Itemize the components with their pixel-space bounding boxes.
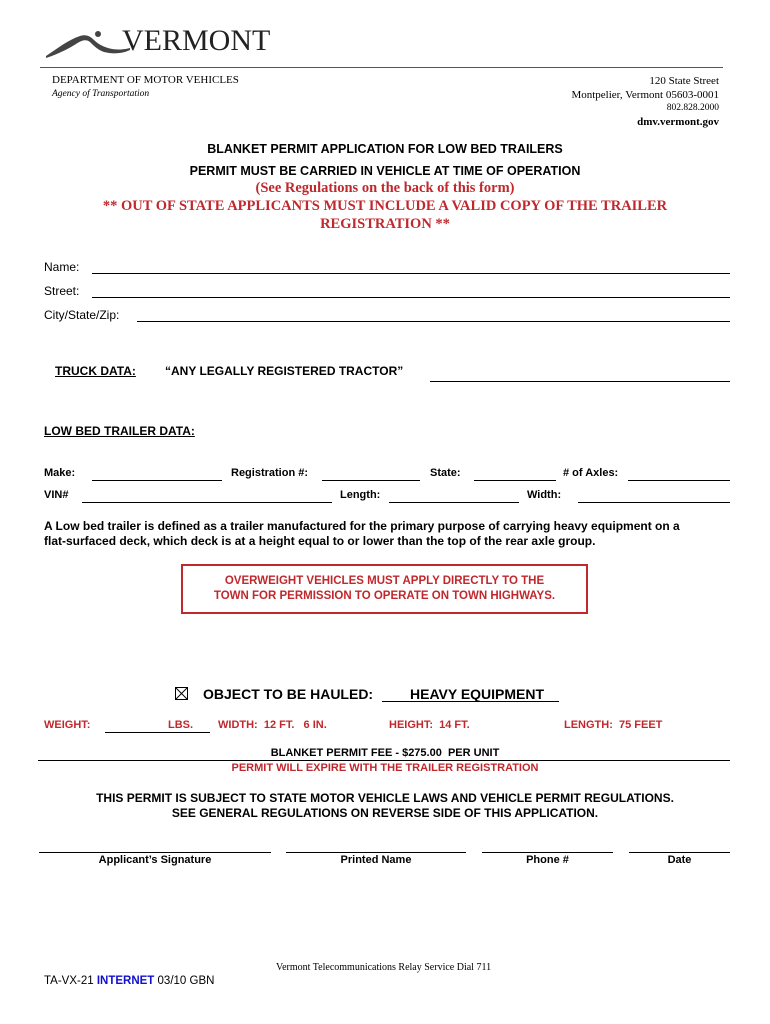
form-title: BLANKET PERMIT APPLICATION FOR LOW BED TRAILERS: [207, 142, 563, 156]
date-line[interactable]: [629, 852, 730, 853]
width-label: Width:: [527, 489, 562, 501]
overweight-notice-1: OVERWEIGHT VEHICLES MUST APPLY DIRECTLY TO THE: [224, 575, 545, 587]
truck-data-value: “ANY LEGALLY REGISTERED TRACTOR”: [165, 364, 404, 378]
form-revision: 03/10 GBN: [154, 975, 215, 987]
weight-label: WEIGHT:: [44, 719, 91, 731]
length-value: LENGTH: 75 FEET: [564, 719, 663, 731]
vermont-logo: [44, 24, 271, 60]
width-field[interactable]: [578, 502, 730, 503]
axles-label: # of Axles:: [563, 467, 619, 479]
street-field[interactable]: [92, 297, 730, 298]
date-label: Date: [667, 854, 692, 866]
overweight-notice-2: TOWN FOR PERMISSION TO OPERATE ON TOWN HIGHWAYS.: [213, 590, 556, 602]
form-id: TA-VX-21: [44, 975, 97, 987]
header-rule: [40, 67, 723, 68]
object-value-line: [382, 701, 559, 702]
address-line2: Montpelier, Vermont 05603-0001: [571, 89, 719, 101]
object-value: HEAVY EQUIPMENT: [410, 686, 545, 702]
length-label: Length:: [340, 489, 381, 501]
width-value: WIDTH: 12 FT. 6 IN.: [218, 719, 327, 731]
carry-notice: PERMIT MUST BE CARRIED IN VEHICLE AT TIME OF OPERATION: [189, 164, 581, 178]
height-value: HEIGHT: 14 FT.: [389, 719, 470, 731]
checkbox-x-icon: [175, 687, 188, 700]
permit-fee: BLANKET PERMIT FEE - $275.00 PER UNIT: [270, 747, 500, 759]
length-field[interactable]: [389, 502, 519, 503]
printed-name-label: Printed Name: [340, 854, 412, 866]
state-label: State:: [430, 467, 461, 479]
expiry-notice: PERMIT WILL EXPIRE WITH THE TRAILER REGISTRATION: [231, 762, 539, 774]
make-label: Make:: [44, 467, 76, 479]
vin-label: VIN#: [44, 489, 69, 501]
website-link[interactable]: dmv.vermont.gov: [637, 116, 719, 128]
registration-label: Registration #:: [231, 467, 309, 479]
axles-field[interactable]: [628, 480, 730, 481]
logo-wordmark: VERMONT: [122, 24, 271, 57]
street-label: Street:: [44, 284, 80, 298]
object-checkbox[interactable]: [175, 687, 188, 700]
weight-field[interactable]: [105, 732, 210, 733]
city-state-zip-field[interactable]: [137, 321, 730, 322]
overweight-notice-box: [181, 564, 588, 614]
agency-name: Agency of Transportation: [52, 89, 150, 99]
phone-label: Phone #: [526, 854, 569, 866]
make-field[interactable]: [92, 480, 222, 481]
applicant-signature-label: Applicant’s Signature: [98, 854, 212, 866]
definition-text-1: A Low bed trailer is defined as a trailer manufactured for the primary purpose of carrying heavy equipment on a: [44, 519, 680, 533]
subject-notice-2: SEE GENERAL REGULATIONS ON REVERSE SIDE OF THIS APPLICATION.: [171, 806, 599, 820]
city-state-zip-label: City/State/Zip:: [44, 308, 120, 322]
department-name: DEPARTMENT OF MOTOR VEHICLES: [52, 74, 239, 86]
phone-number: 802.828.2000: [666, 103, 719, 113]
definition-text-2: flat-surfaced deck, which deck is at a height equal to or lower than the top of the rear axle group.: [44, 534, 596, 548]
form-internet-tag: INTERNET: [96, 975, 155, 987]
relay-service: Vermont Telecommunications Relay Service Dial 711: [276, 962, 492, 973]
name-field[interactable]: [92, 273, 730, 274]
out-of-state-note: ** OUT OF STATE APPLICANTS MUST INCLUDE A VALID COPY OF THE TRAILER: [102, 198, 668, 214]
form-number: [44, 975, 214, 987]
mountain-logo-icon: [44, 28, 134, 60]
truck-data-line[interactable]: [430, 381, 730, 382]
address-line1: 120 State Street: [649, 75, 719, 87]
regulations-note: (See Regulations on the back of this form): [255, 180, 515, 196]
trailer-data-heading: LOW BED TRAILER DATA:: [44, 424, 195, 438]
truck-data-label: TRUCK DATA:: [55, 364, 136, 378]
printed-name-line[interactable]: [286, 852, 466, 853]
phone-line[interactable]: [482, 852, 613, 853]
fee-rule: [38, 760, 730, 761]
out-of-state-note-2: REGISTRATION **: [320, 216, 450, 232]
weight-unit: LBS.: [168, 719, 194, 731]
vin-field[interactable]: [82, 502, 332, 503]
registration-field[interactable]: [322, 480, 420, 481]
subject-notice-1: THIS PERMIT IS SUBJECT TO STATE MOTOR VEHICLE LAWS AND VEHICLE PERMIT REGULATIONS.: [96, 791, 674, 805]
name-label: Name:: [44, 260, 80, 274]
object-label: OBJECT TO BE HAULED:: [203, 686, 374, 702]
applicant-signature-line[interactable]: [39, 852, 271, 853]
state-field[interactable]: [474, 480, 556, 481]
